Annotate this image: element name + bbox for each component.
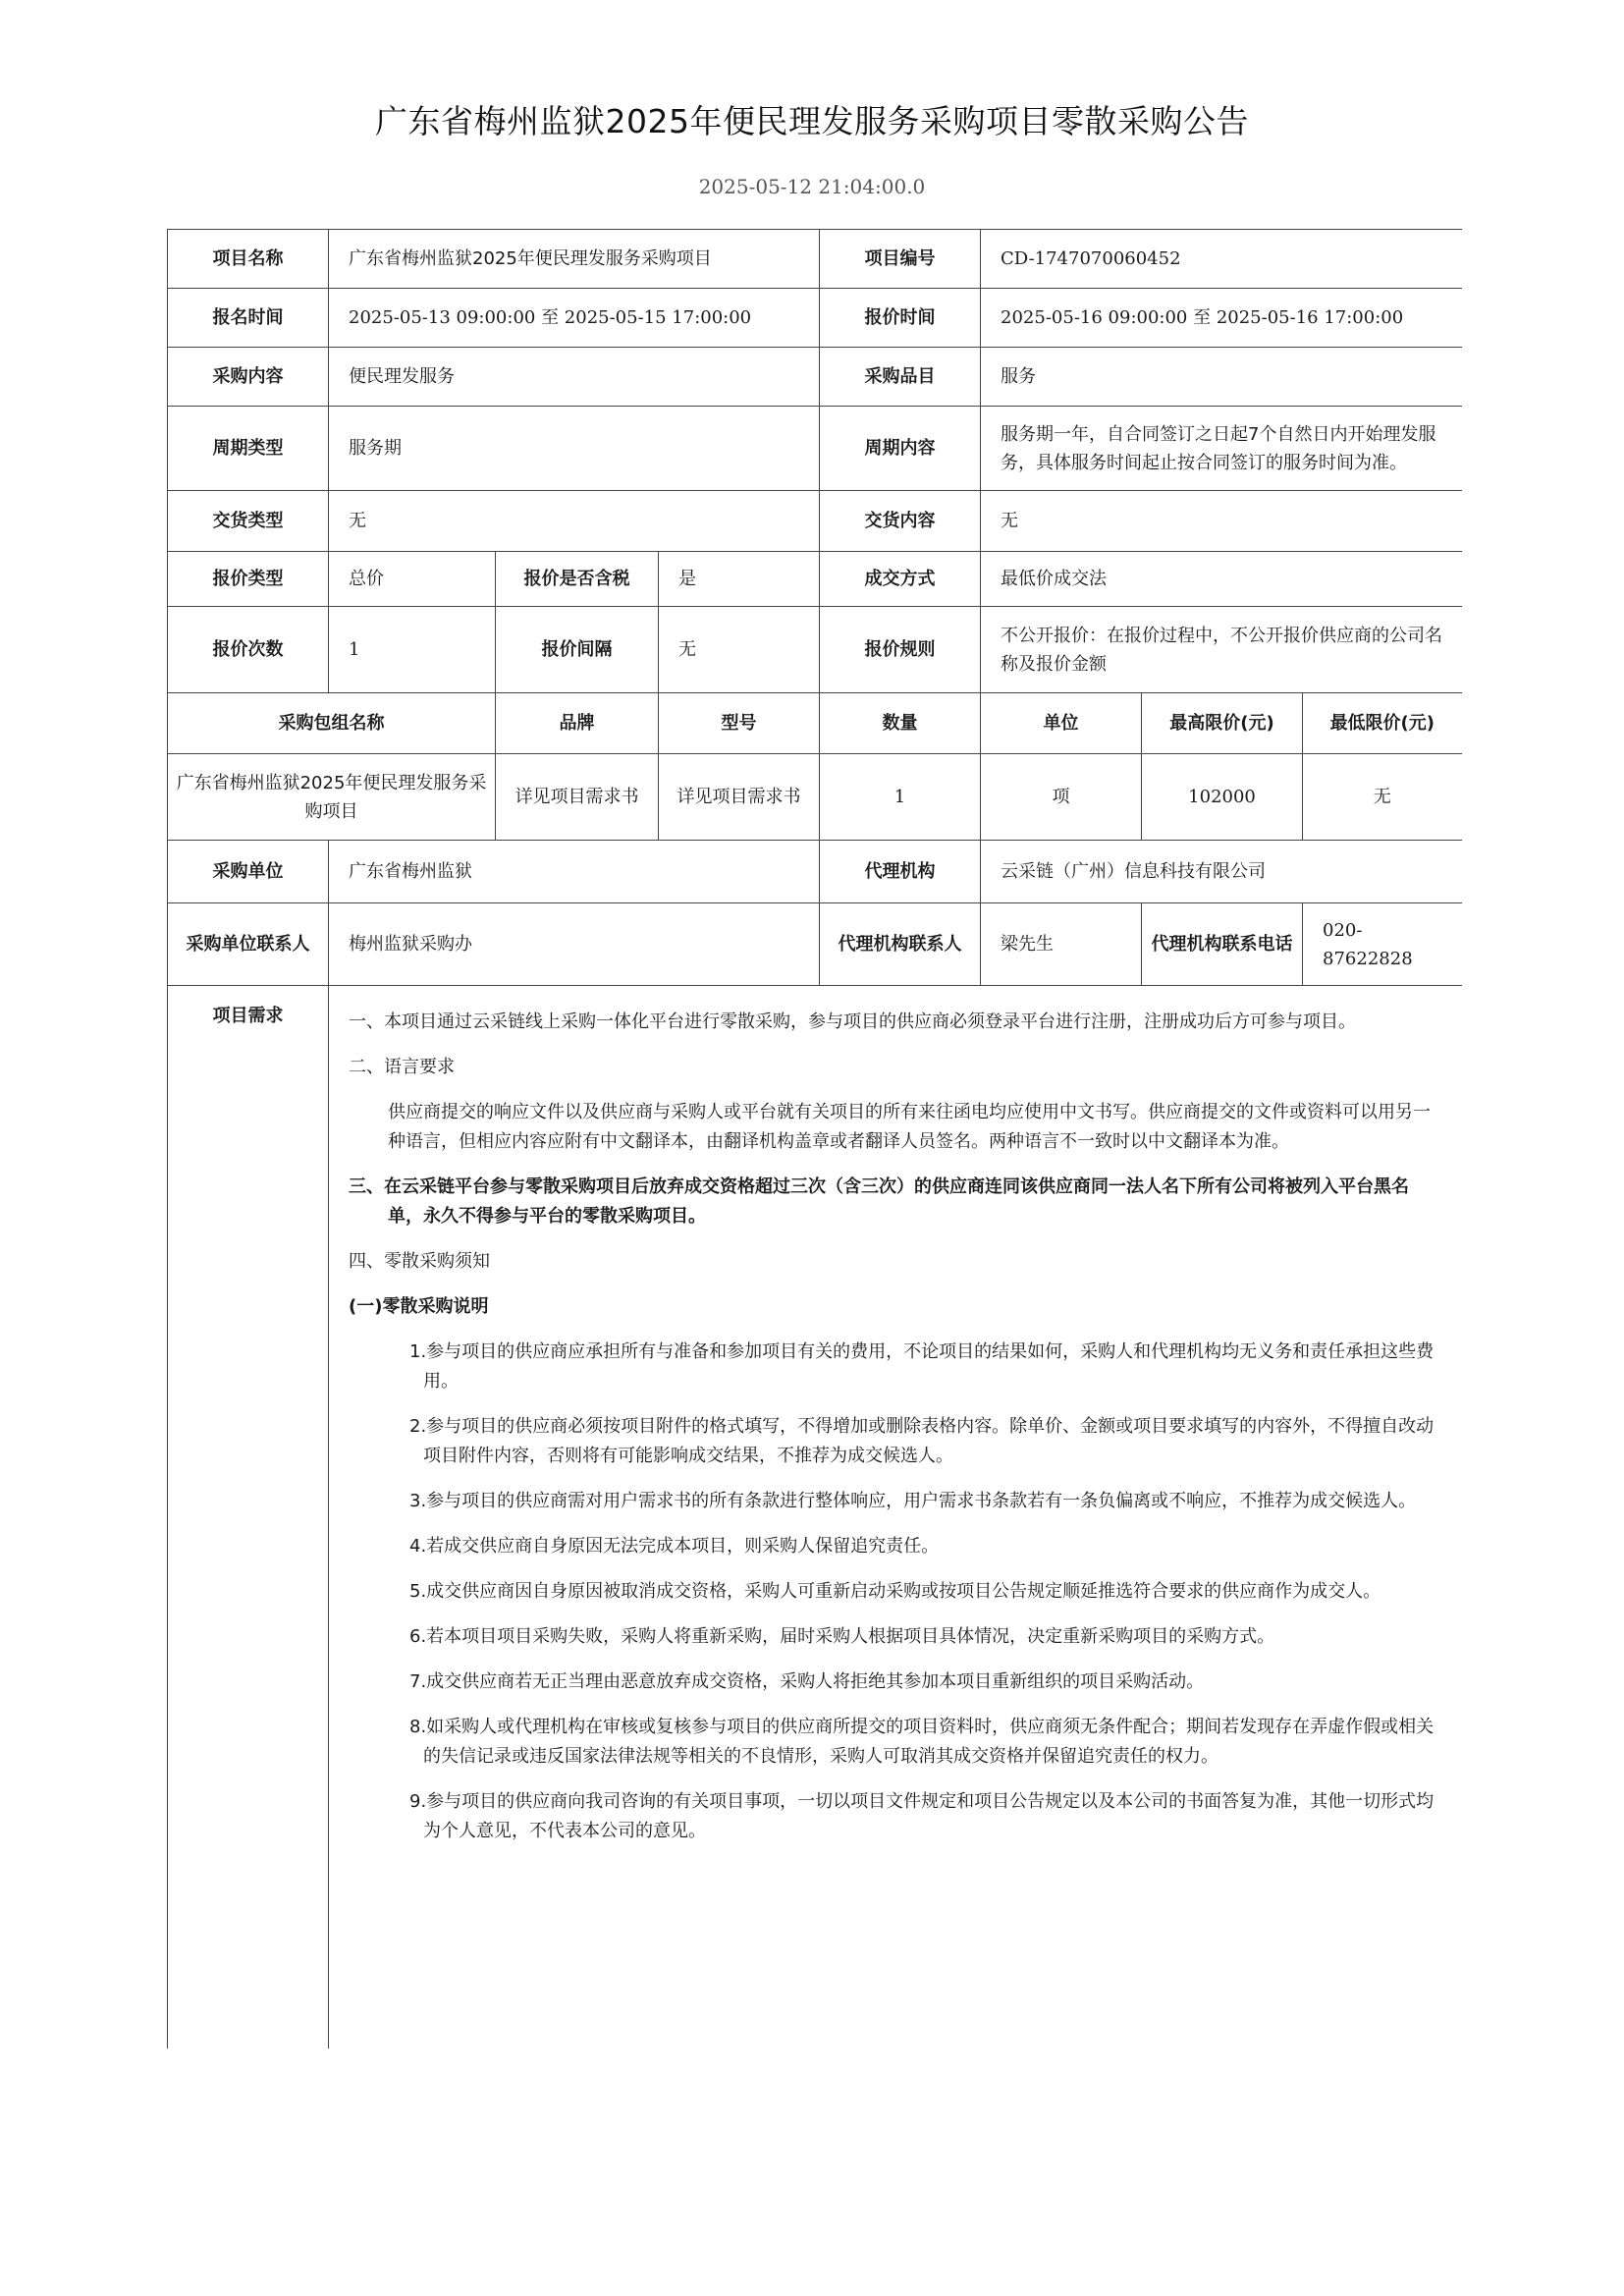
cycle-type-value: 服务期 <box>329 407 820 491</box>
signup-time-value: 2025-05-13 09:00:00 至 2025-05-15 17:00:00 <box>329 289 820 348</box>
req-item: 5.成交供应商因自身原因被取消成交资格，采购人可重新启动采购或按项目公告规定顺延推选符合要求的供应商作为成交人。 <box>409 1581 1381 1602</box>
row-times <box>168 289 1462 348</box>
package-header-name: 采购包组名称 <box>168 693 496 754</box>
delivery-content-value: 无 <box>981 491 1462 552</box>
package-header-unit: 单位 <box>981 693 1142 754</box>
quote-count-label: 报价次数 <box>168 607 329 693</box>
package-header-row <box>168 693 1462 754</box>
project-name-value: 广东省梅州监狱2025年便民理发服务采购项目 <box>329 230 820 289</box>
deal-method-value: 最低价成交法 <box>981 552 1462 607</box>
package-header-max-price: 最高限价(元) <box>1142 693 1303 754</box>
row-quote-type <box>168 552 1462 607</box>
quote-type-label: 报价类型 <box>168 552 329 607</box>
project-name-label: 项目名称 <box>168 230 329 289</box>
req-item: 1.参与项目的供应商应承担所有与准备和参加项目有关的费用，不论项目的结果如何，采购人和代理机构均无义务和责任承担这些费用。 <box>409 1341 1435 1392</box>
package-header-qty: 数量 <box>820 693 981 754</box>
buyer-value: 广东省梅州监狱 <box>329 841 820 903</box>
row-project-name <box>168 230 1462 289</box>
req-item: 3.参与项目的供应商需对用户需求书的所有条款进行整体响应，用户需求书条款若有一条负偏离或不响应，不推荐为成交候选人。 <box>409 1491 1417 1511</box>
agent-value: 云采链（广州）信息科技有限公司 <box>981 841 1462 903</box>
buyer-contact-value: 梅州监狱采购办 <box>329 903 820 986</box>
agent-label: 代理机构 <box>820 841 981 903</box>
req-notice-title: 四、零散采购须知 <box>349 1251 490 1272</box>
req-item: 6.若本项目项目采购失败，采购人将重新采购，届时采购人根据项目具体情况，决定重新采购项目的采购方式。 <box>409 1626 1275 1647</box>
quote-count-value: 1 <box>329 607 496 693</box>
row-content <box>168 348 1462 407</box>
buyer-label: 采购单位 <box>168 841 329 903</box>
package-unit: 项 <box>981 754 1142 841</box>
cycle-type-label: 周期类型 <box>168 407 329 491</box>
req-paragraph-1: 一、本项目通过云采链线上采购一体化平台进行零散采购，参与项目的供应商必须登录平台进行注册，注册成功后方可参与项目。 <box>349 1011 1356 1032</box>
agent-contact-label: 代理机构联系人 <box>820 903 981 986</box>
req-item: 7.成交供应商若无正当理由恶意放弃成交资格，采购人将拒绝其参加本项目重新组织的项目采购活动。 <box>409 1671 1205 1692</box>
publish-time: 2025-05-12 21:04:00.0 <box>698 175 926 198</box>
project-no-value: CD-1747070060452 <box>981 230 1462 289</box>
package-header-min-price: 最低限价(元) <box>1303 693 1462 754</box>
delivery-type-value: 无 <box>329 491 820 552</box>
req-item: 9.参与项目的供应商向我司咨询的有关项目事项，一切以项目文件规定和项目公告规定以及本公司的书面答复为准，其他一切形式均为个人意见，不代表本公司的意见。 <box>409 1791 1435 1841</box>
quote-type-value: 总价 <box>329 552 496 607</box>
row-contacts <box>168 903 1462 986</box>
page-title: 广东省梅州监狱2025年便民理发服务采购项目零散采购公告 <box>375 102 1249 140</box>
project-no-label: 项目编号 <box>820 230 981 289</box>
cycle-content-value: 服务期一年，自合同签订之日起7个自然日内开始理发服务，具体服务时间起止按合同签订的服务时间为准。 <box>981 407 1462 491</box>
req-item: 8.如采购人或代理机构在审核或复核参与项目的供应商所提交的项目资料时，供应商须无条件配合；期间若发现存在弄虚作假或相关的失信记录或违反国家法律法规等相关的不良情形，采购人可取消其成交资格并保留追究责任的权力。 <box>409 1717 1435 1767</box>
delivery-content-label: 交货内容 <box>820 491 981 552</box>
package-name: 广东省梅州监狱2025年便民理发服务采购项目 <box>168 754 496 841</box>
quote-interval-label: 报价间隔 <box>496 607 659 693</box>
row-cycle <box>168 407 1462 491</box>
package-header-model: 型号 <box>659 693 820 754</box>
package-qty: 1 <box>820 754 981 841</box>
tax-label: 报价是否含税 <box>496 552 659 607</box>
package-max-price: 102000 <box>1142 754 1303 841</box>
buyer-contact-label: 采购单位联系人 <box>168 903 329 986</box>
content-value: 便民理发服务 <box>329 348 820 407</box>
package-model: 详见项目需求书 <box>659 754 820 841</box>
content-label: 采购内容 <box>168 348 329 407</box>
row-requirements <box>168 986 1462 2049</box>
req-language-body: 供应商提交的响应文件以及供应商与采购人或平台就有关项目的所有来往函电均应使用中文书写。供应商提交的文件或资料可以用另一种语言，但相应内容应附有中文翻译本，由翻译机构盖章或者翻译人员签名。两种语言不一致时以中文翻译本为准。 <box>388 1102 1431 1152</box>
quote-interval-value: 无 <box>659 607 820 693</box>
announcement-table <box>167 229 1462 2049</box>
cycle-content-label: 周期内容 <box>820 407 981 491</box>
row-delivery <box>168 491 1462 552</box>
agent-phone-label: 代理机构联系电话 <box>1142 903 1303 986</box>
package-min-price: 无 <box>1303 754 1462 841</box>
package-header-brand: 品牌 <box>496 693 659 754</box>
tax-value: 是 <box>659 552 820 607</box>
package-row <box>168 754 1462 841</box>
deal-method-label: 成交方式 <box>820 552 981 607</box>
req-sub-title: (一)零散采购说明 <box>349 1296 489 1317</box>
delivery-type-label: 交货类型 <box>168 491 329 552</box>
package-brand: 详见项目需求书 <box>496 754 659 841</box>
quote-time-value: 2025-05-16 09:00:00 至 2025-05-16 17:00:00 <box>981 289 1462 348</box>
req-item: 4.若成交供应商自身原因无法完成本项目，则采购人保留追究责任。 <box>409 1536 940 1557</box>
row-quote-count <box>168 607 1462 693</box>
category-label: 采购品目 <box>820 348 981 407</box>
req-language-title: 二、语言要求 <box>349 1057 455 1077</box>
signup-time-label: 报名时间 <box>168 289 329 348</box>
category-value: 服务 <box>981 348 1462 407</box>
quote-time-label: 报价时间 <box>820 289 981 348</box>
quote-rule-value: 不公开报价：在报价过程中，不公开报价供应商的公司名称及报价金额 <box>981 607 1462 693</box>
req-item: 2.参与项目的供应商必须按项目附件的格式填写，不得增加或删除表格内容。除单价、金额或项目要求填写的内容外，不得擅自改动项目附件内容，否则将有可能影响成交结果，不推荐为成交候选人。 <box>409 1416 1435 1466</box>
req-blacklist: 三、在云采链平台参与零散采购项目后放弃成交资格超过三次（含三次）的供应商连同该供应商同一法人名下所有公司将被列入平台黑名单，永久不得参与平台的零散采购项目。 <box>349 1176 1409 1227</box>
requirements-label: 项目需求 <box>168 986 329 2049</box>
agent-phone-value: 020-87622828 <box>1303 903 1462 986</box>
row-buyer <box>168 841 1462 903</box>
requirements-body <box>329 986 1462 2049</box>
quote-rule-label: 报价规则 <box>820 607 981 693</box>
agent-contact-value: 梁先生 <box>981 903 1142 986</box>
